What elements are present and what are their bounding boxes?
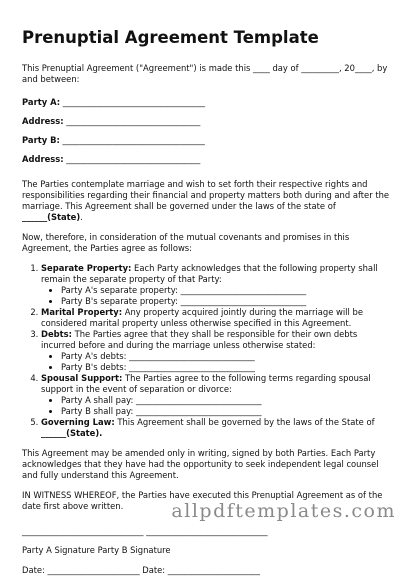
term-separate-property	[41, 263, 390, 307]
recital-state: ______(State)	[22, 212, 81, 222]
intro-paragraph: This Prenuptial Agreement ("Agreement") is made this ____ day of _________, 20____, by and between:	[22, 63, 388, 84]
term-subitem: • Party B shall pay: ______________________________	[61, 406, 390, 417]
term-subitem: • Party B's debts: ______________________________	[61, 362, 390, 373]
site-watermark: allpdftemplates.com	[171, 500, 396, 522]
signature-labels: Party A Signature Party B Signature	[22, 545, 171, 555]
party-b-label: Party B:	[22, 135, 60, 145]
party-a-label: Party A:	[22, 97, 61, 107]
term-heading: Governing Law:	[41, 417, 115, 427]
term-marital-property	[41, 307, 390, 329]
term-sublist	[41, 285, 390, 307]
party-b-line	[22, 135, 390, 146]
term-subitem: • Party B's separate property: ______________________________	[61, 296, 390, 307]
party-b-address-label: Address:	[22, 154, 64, 164]
recital-end: .	[80, 212, 83, 222]
party-a-address-blank[interactable]: ________________________________	[63, 116, 201, 126]
party-b-address-blank[interactable]: ________________________________	[63, 154, 201, 164]
party-a-line	[22, 97, 390, 108]
term-text: The Parties agree to the following terms regarding spousal support in the event of separation or divorce:	[41, 373, 371, 394]
party-b-address-line	[22, 154, 390, 165]
document-page	[22, 28, 390, 576]
document-title: Prenuptial Agreement Template	[22, 28, 319, 47]
term-subitem: • Party A shall pay: ______________________________	[61, 395, 390, 406]
term-heading: Separate Property:	[41, 263, 132, 273]
date-lines[interactable]: Date: ______________________ Date: ______________________	[22, 565, 260, 575]
term-text: Any property acquired jointly during the marriage will be considered marital property unless otherwise specified in this Agreement.	[41, 307, 363, 328]
signature-lines[interactable]: _____________________________ _____________________________	[22, 526, 268, 536]
recital-text: The Parties contemplate marriage and wish to set forth their respective rights and responsibilities regarding their financial and property matters both during and after the marriage. This Agreement shall be governed under the laws of the state of	[22, 179, 390, 211]
terms-list	[22, 263, 390, 439]
term-text: The Parties agree that they shall be responsible for their own debts incurred before and during the marriage unless otherwise stated:	[41, 329, 358, 350]
therefore-paragraph: Now, therefore, in consideration of the mutual covenants and promises in this Agreement, the Parties agree as follows:	[22, 232, 350, 253]
party-a-blank[interactable]: __________________________________	[60, 97, 206, 107]
term-sublist	[41, 351, 390, 373]
amendment-paragraph: This Agreement may be amended only in writing, signed by both Parties. Each Party acknowledges that they have had the opportunity to seek independent legal counsel and fully understand this Agreement.	[22, 448, 379, 480]
term-heading: Marital Property:	[41, 307, 123, 317]
term-text: Each Party acknowledges that the following property shall remain the separate property of that Party:	[41, 263, 378, 284]
term-governing-law	[41, 417, 390, 439]
term-heading: Spousal Support:	[41, 373, 123, 383]
term-heading: Debts:	[41, 329, 72, 339]
term-state: ______(State).	[41, 428, 103, 438]
recital-paragraph	[22, 179, 390, 223]
witness-paragraph: IN WITNESS WHEREOF, the Parties have executed this Prenuptial Agreement as of the date first above written.	[22, 490, 383, 511]
term-spousal-support	[41, 373, 390, 417]
term-sublist	[41, 395, 390, 417]
term-subitem: • Party A's debts: ______________________________	[61, 351, 390, 362]
party-a-address-line	[22, 116, 390, 127]
term-subitem: • Party A's separate property: ______________________________	[61, 285, 390, 296]
party-b-blank[interactable]: __________________________________	[59, 135, 205, 145]
party-a-address-label: Address:	[22, 116, 64, 126]
term-text: This Agreement shall be governed by the laws of the State of	[114, 417, 375, 427]
term-debts	[41, 329, 390, 373]
